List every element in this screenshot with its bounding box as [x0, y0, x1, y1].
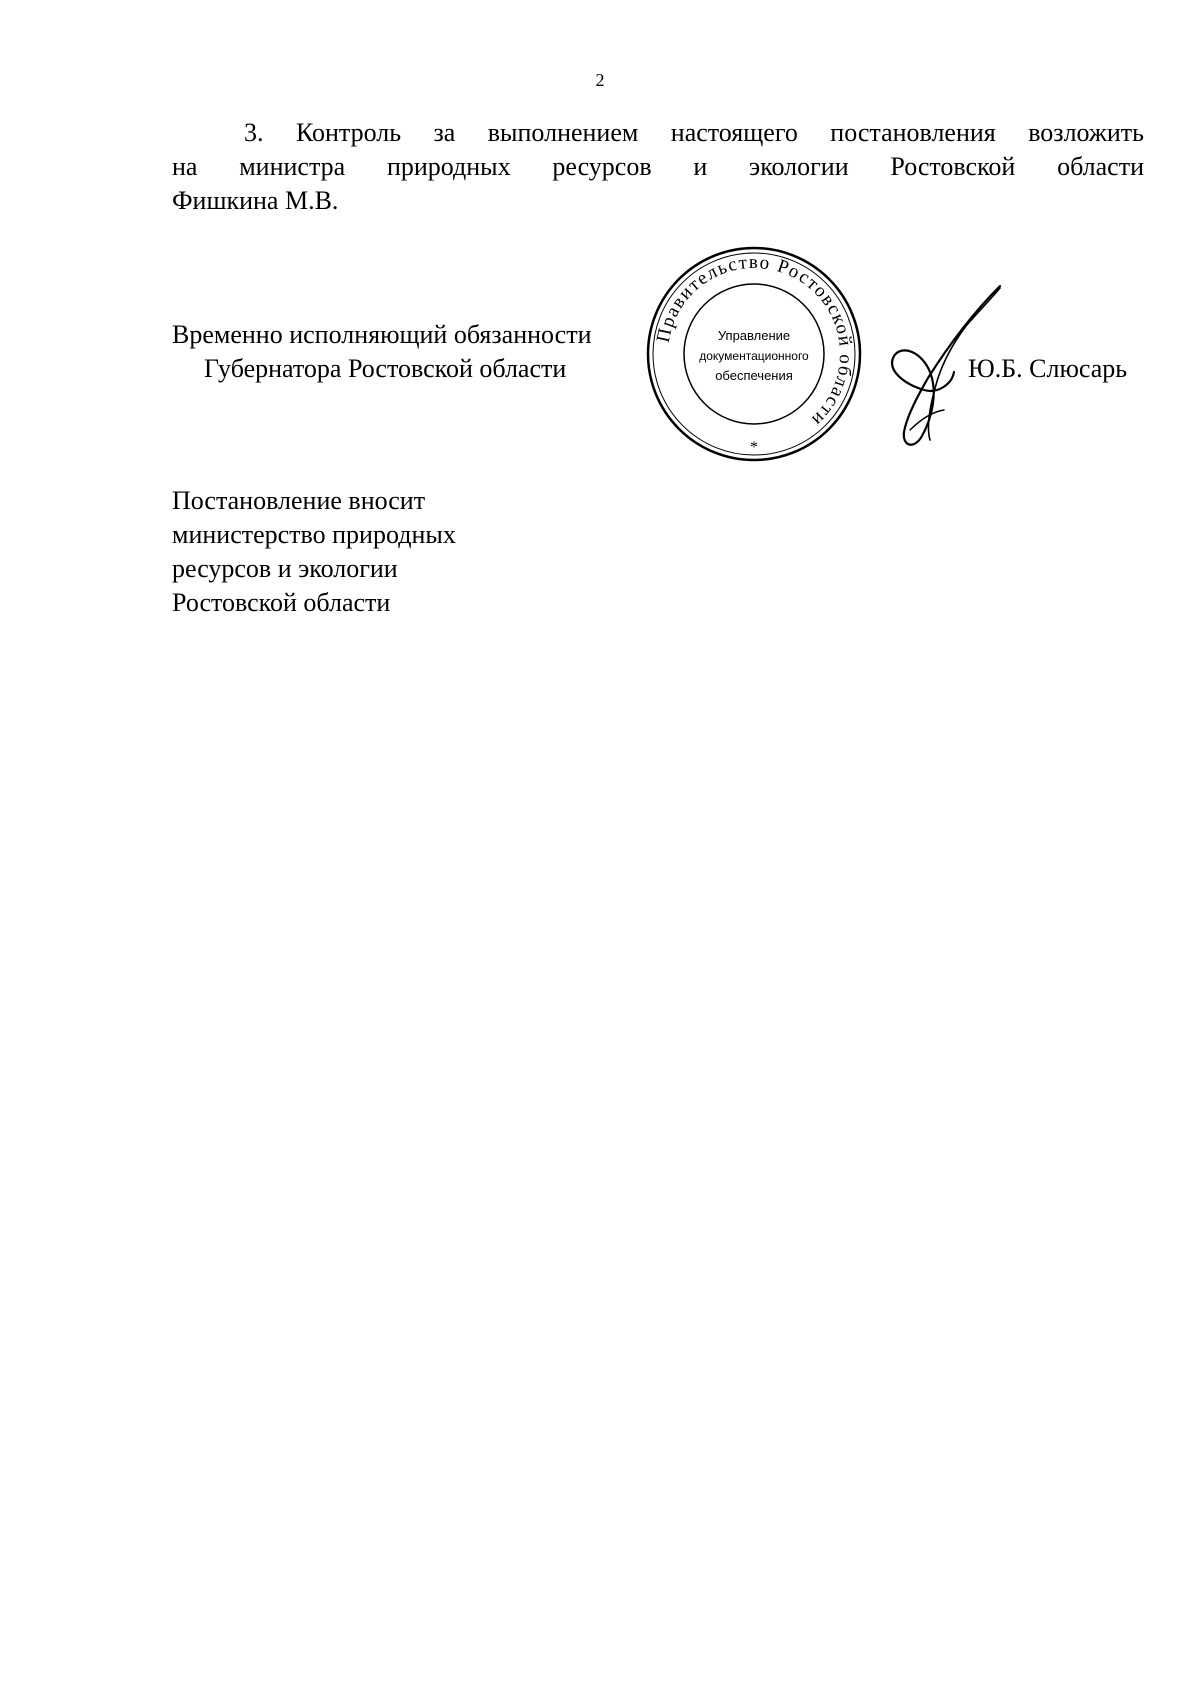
stamp-outer-text: Правительство Ростовской области [652, 251, 857, 432]
introduced-line: ресурсов и экологии [172, 554, 398, 583]
official-stamp [644, 244, 864, 464]
introduced-line: Постановление вносит [172, 486, 426, 515]
paragraph-3 [172, 116, 1144, 218]
stamp-inner-line: обеспечения [715, 368, 793, 383]
stamp-inner-line: документационного [699, 349, 809, 363]
introduced-by-block [172, 484, 456, 620]
introduced-line: министерство природных [172, 520, 456, 549]
paragraph-line: Фишкина М.В. [172, 186, 339, 215]
position-line: Временно исполняющий обязанности [172, 320, 592, 349]
signer-name: Ю.Б. Слюсарь [968, 354, 1128, 383]
page-number: 2 [595, 70, 605, 90]
signatory-position [172, 318, 592, 386]
introduced-line: Ростовской области [172, 588, 391, 617]
paragraph-line: на министра природных ресурсов и экологии Ростовской области [172, 152, 1144, 181]
position-line: Губернатора Ростовской области [204, 354, 567, 383]
paragraph-line: 3. Контроль за выполнением настоящего постановления возложить [244, 118, 1144, 147]
stamp-inner-line: Управление [717, 328, 791, 343]
stamp-star: * [750, 439, 758, 456]
